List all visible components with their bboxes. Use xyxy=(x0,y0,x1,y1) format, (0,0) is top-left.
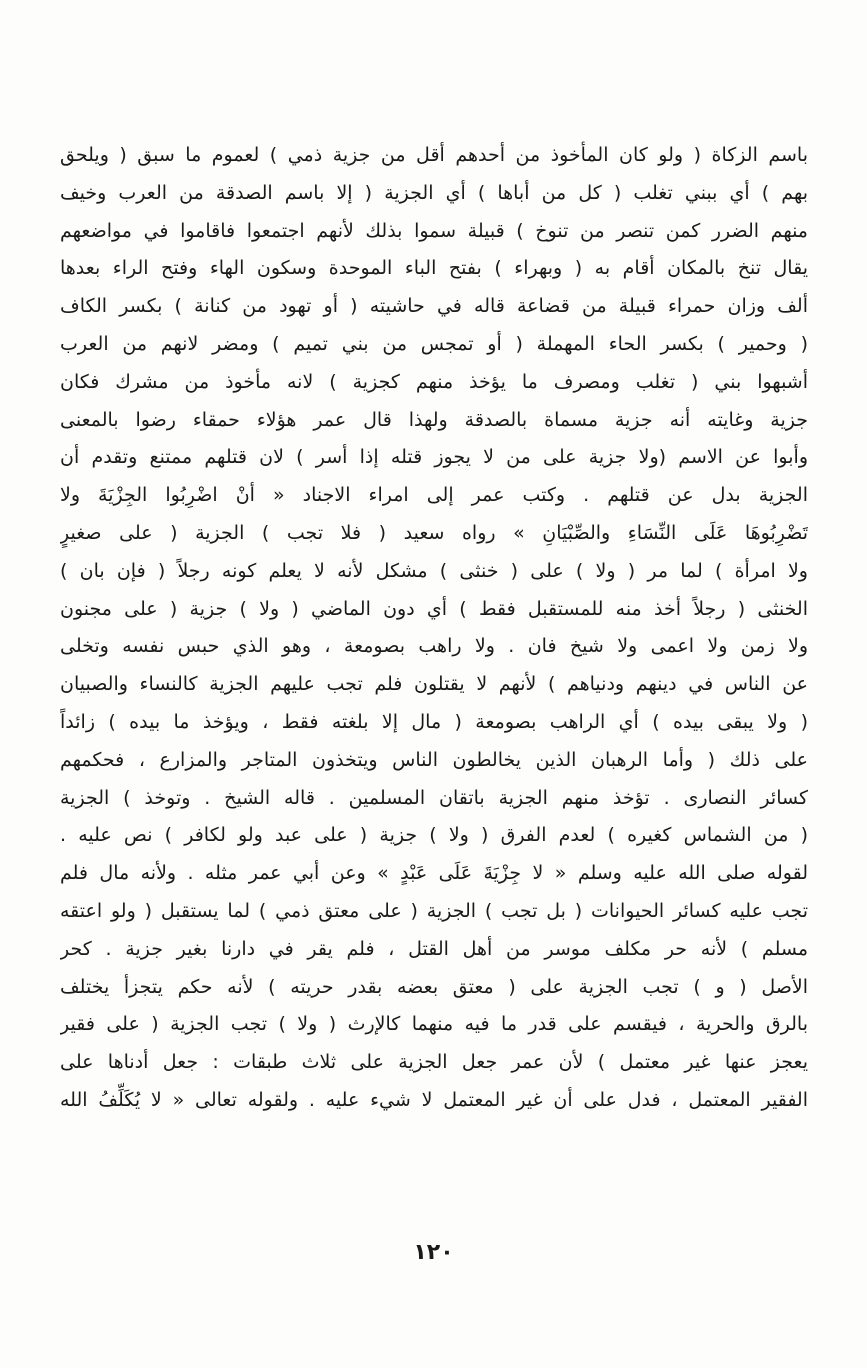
text-line: الفقير المعتمل ، فدل على أن غير المعتمل لا شيء عليه . ولقوله تعالى « لا يُكَلِّفُ الله xyxy=(60,1088,808,1111)
text-line: الأصل ( و ) تجب الجزية على ( معتق بعضه بقدر حريته ) لأنه حكم يتجزأ يختلف xyxy=(60,975,808,998)
text-line: باسم الزكاة ( ولو كان المأخوذ من أحدهم أقل من جزية ذمي ) لعموم ما سبق ( ويلحق xyxy=(60,144,808,166)
text-line: ( وحمير ) بكسر الحاء المهملة ( أو تمجس من بني تميم ) ومضر لانهم من العرب xyxy=(60,332,808,355)
text-line: ولا امرأة ) لما مر ( ولا ) على ( خنثى ) مشكل لأنه لا يعلم كونه رجلاً ( فإن بان ) xyxy=(60,559,808,582)
text-line: الخنثى ( رجلاً أخذ منه للمستقبل فقط ) أي دون الماضي ( ولا ) جزية ( على مجنون xyxy=(60,597,808,620)
text-line: الجزية بدل عن قتلهم . وكتب عمر إلى امراء الاجناد « أنْ اضْرِبُوا الجِزْيَةَ ولا xyxy=(60,484,808,507)
text-line: على ذلك ( وأما الرهبان الذين يخالطون الناس ويتخذون المتاجر والمزارع ، فحكمهم xyxy=(60,748,808,771)
text-line: بهم ) أي ببني تغلب ( كل من أباها ) أي الجزية ( إلا باسم الصدقة من العرب وخيف xyxy=(60,181,808,204)
text-line: مسلم ) لأنه حر مكلف موسر من أهل القتل ، فلم يقر في دارنا بغير جزية . كحر xyxy=(60,937,808,960)
text-line: ألف وزان حمراء قبيلة من قضاعة قاله في حاشيته ( أو تهود من كنانة ) بكسر الكاف xyxy=(60,295,808,318)
text-line: ولا زمن ولا اعمى ولا شيخ فان . ولا راهب بصومعة ، وهو الذي حبس نفسه وتخلى xyxy=(60,635,808,658)
page-number: ١٢٠ xyxy=(413,1240,454,1265)
text-line: ( من الشماس كغيره ) لعدم الفرق ( ولا ) جزية ( على عبد ولو لكافر ) نص عليه . xyxy=(60,824,808,847)
text-line: لقوله صلى الله عليه وسلم « لا جِزْيَةَ عَلَى عَبْدٍ » وعن أبي عمر مثله . ولأنه مال فلم xyxy=(60,862,808,885)
text-line: منهم الضرر كمن تنصر من تنوخ ) قبيلة سموا بذلك لأنهم اجتمعوا فاقاموا في مواضعهم xyxy=(60,219,808,242)
text-line: جزية وغايته أنه جزية مسماة بالصدقة ولهذا قال عمر هؤلاء حمقاء رضوا بالمعنى xyxy=(60,408,808,431)
text-line: تَضْرِبُوهَا عَلَى النِّسَاءِ والصِّبْيَانِ » رواه سعيد ( فلا تجب ) الجزية ( على صغيرٍ xyxy=(60,521,808,544)
text-line: كسائر النصارى . تؤخذ منهم الجزية باتقان المسلمين . قاله الشيخ . وتوخذ ) الجزية xyxy=(60,786,808,809)
text-line: يقال تنخ بالمكان أقام به ( وبهراء ) بفتح الباء الموحدة وسكون الهاء وفتح الراء بعدها xyxy=(60,257,808,280)
text-line: أشبهوا بني ( تغلب ومصرف ما يؤخذ منهم كجزية ) لانه مأخوذ من مشرك فكان xyxy=(60,370,808,393)
body-text xyxy=(60,137,808,1120)
text-line: عن الناس في دينهم ودنياهم ) لأنهم لا يقتلون فلم تجب عليهم الجزية كالنساء والصبيان xyxy=(60,673,808,696)
text-line: تجب عليه كسائر الحيوانات ( بل تجب ) الجزية ( على معتق ذمي ) لما يستقبل ( ولو اعتقه xyxy=(60,899,808,922)
text-line: ( ولا يبقى بيده ) أي الراهب بصومعة ( مال إلا بلغته فقط ، ويؤخذ ما بيده ) زائداً xyxy=(60,710,808,733)
text-line: يعجز عنها غير معتمل ) لأن عمر جعل الجزية على ثلاث طبقات : جعل أدناها على xyxy=(60,1051,808,1074)
text-line: وأبوا عن الاسم (ولا جزية على من لا يجوز قتله إذا أسر ) لان قتلهم ممتنع وتقدم أن xyxy=(60,446,808,469)
text-line: بالرق والحرية ، فيقسم على قدر ما فيه منهما كالإرث ( ولا ) تجب الجزية ( على فقير xyxy=(60,1013,808,1036)
